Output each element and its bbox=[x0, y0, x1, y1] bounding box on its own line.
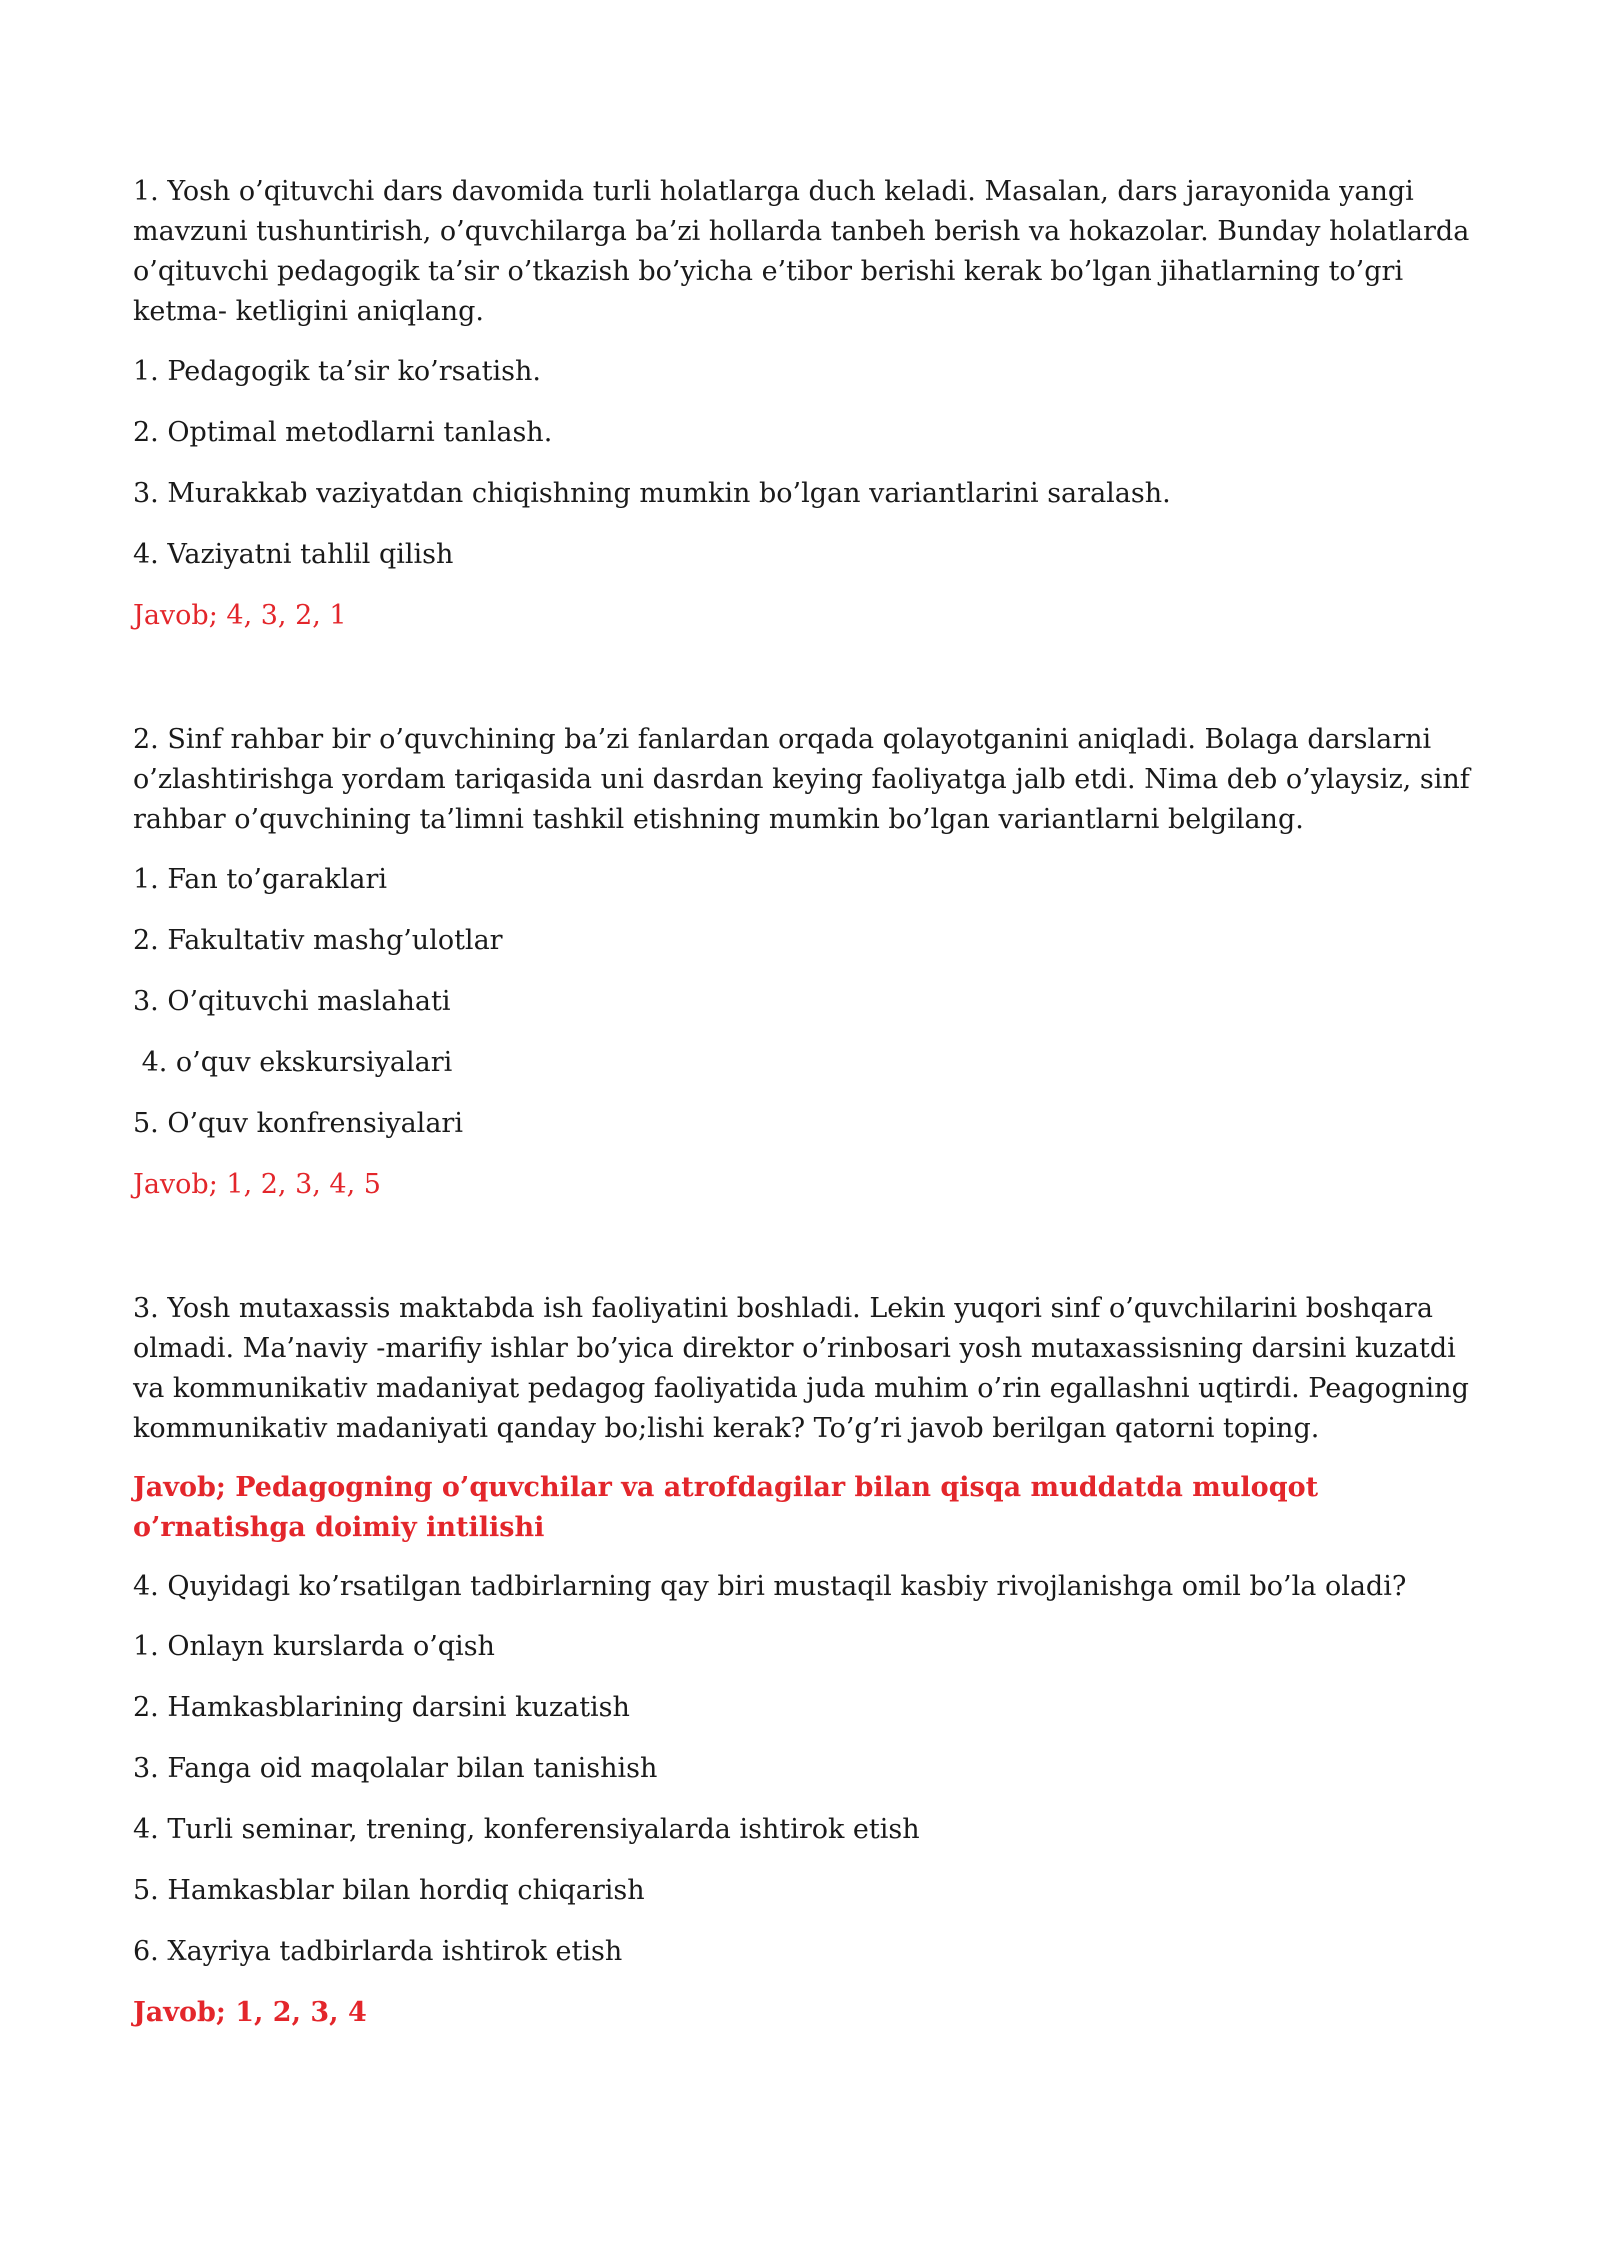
question-2-text: 2. Sinf rahbar bir o’quvchining ba’zi fanlardan orqada qolayotganini aniqladi. Bolaga darslarni o’zlashtirishga yordam tariqasida uni dasrdan keying faoliyatga jalb etdi. Nima deb o’ylaysiz, sinf rahbar o’quvchining ta’limni tashkil etishning mumkin bo’lgan variantlarni belgilang. bbox=[133, 724, 1470, 835]
spacer bbox=[133, 1548, 1480, 1567]
spacer bbox=[133, 1205, 1480, 1289]
question-4-option-6: 6. Xayriya tadbirlarda ishtirok etish bbox=[133, 1936, 623, 1967]
question-2-option-5: 5. O’quv konfrensiyalari bbox=[133, 1108, 463, 1139]
question-4-option-3: 3. Fanga oid maqolalar bilan tanishish bbox=[133, 1753, 658, 1784]
question-1-option-4: 4. Vaziyatni tahlil qilish bbox=[133, 539, 454, 570]
question-4-answer: Javob; 1, 2, 3, 4 bbox=[133, 1997, 367, 2028]
question-1-answer: Javob; 4, 3, 2, 1 bbox=[133, 600, 347, 631]
question-4-option-5: 5. Hamkasblar bilan hordiq chiqarish bbox=[133, 1875, 645, 1906]
question-1-option-3: 3. Murakkab vaziyatdan chiqishning mumkin bo’lgan variantlarini saralash. bbox=[133, 478, 1171, 509]
question-2-option-4: 4. o’quv ekskursiyalari bbox=[133, 1047, 453, 1078]
question-2-option-2: 2. Fakultativ mashg’ulotlar bbox=[133, 925, 503, 956]
question-3-answer: Javob; Pedagogning o’quvchilar va atrofdagilar bilan qisqa muddatda muloqot o’rnatishga doimiy intilishi bbox=[133, 1472, 1319, 1543]
spacer bbox=[133, 636, 1480, 720]
question-1-option-2: 2. Optimal metodlarni tanlash. bbox=[133, 417, 553, 448]
question-1-option-1: 1. Pedagogik ta’sir ko’rsatish. bbox=[133, 356, 541, 387]
question-2-option-3: 3. O’qituvchi maslahati bbox=[133, 986, 451, 1017]
question-2-answer: Javob; 1, 2, 3, 4, 5 bbox=[133, 1169, 381, 1200]
question-4-option-1: 1. Onlayn kurslarda o’qish bbox=[133, 1631, 495, 1662]
question-3-text: 3. Yosh mutaxassis maktabda ish faoliyatini boshladi. Lekin yuqori sinf o’quvchilarini boshqara olmadi. Ma’naviy -marifiy ishlar bo’yica direktor o’rinbosari yosh mutaxassisning darsini kuzatdi va kommunikativ madaniyat pedagog faoliyatida juda muhim o’rin egallashni uqtirdi. Peagogning kommunikativ madaniyati qanday bo;lishi kerak? To’g’ri javob berilgan qatorni toping. bbox=[133, 1293, 1469, 1444]
question-4-option-2: 2. Hamkasblarining darsini kuzatish bbox=[133, 1692, 630, 1723]
question-4-text: 4. Quyidagi ko’rsatilgan tadbirlarning qay biri mustaqil kasbiy rivojlanishga omil bo’la oladi? bbox=[133, 1571, 1407, 1602]
question-4-option-4: 4. Turli seminar, trening, konferensiyalarda ishtirok etish bbox=[133, 1814, 920, 1845]
question-2-option-1: 1. Fan to’garaklari bbox=[133, 864, 388, 895]
question-1-text: 1. Yosh o’qituvchi dars davomida turli holatlarga duch keladi. Masalan, dars jarayonida yangi mavzuni tushuntirish, o’quvchilarga ba’zi hollarda tanbeh berish va hokazolar. Bunday holatlarda o’qituvchi pedagogik ta’sir o’tkazish bo’yicha e’tibor berishi kerak bo’lgan jihatlarning to’gri ketma- ketligini aniqlang. bbox=[133, 176, 1470, 327]
